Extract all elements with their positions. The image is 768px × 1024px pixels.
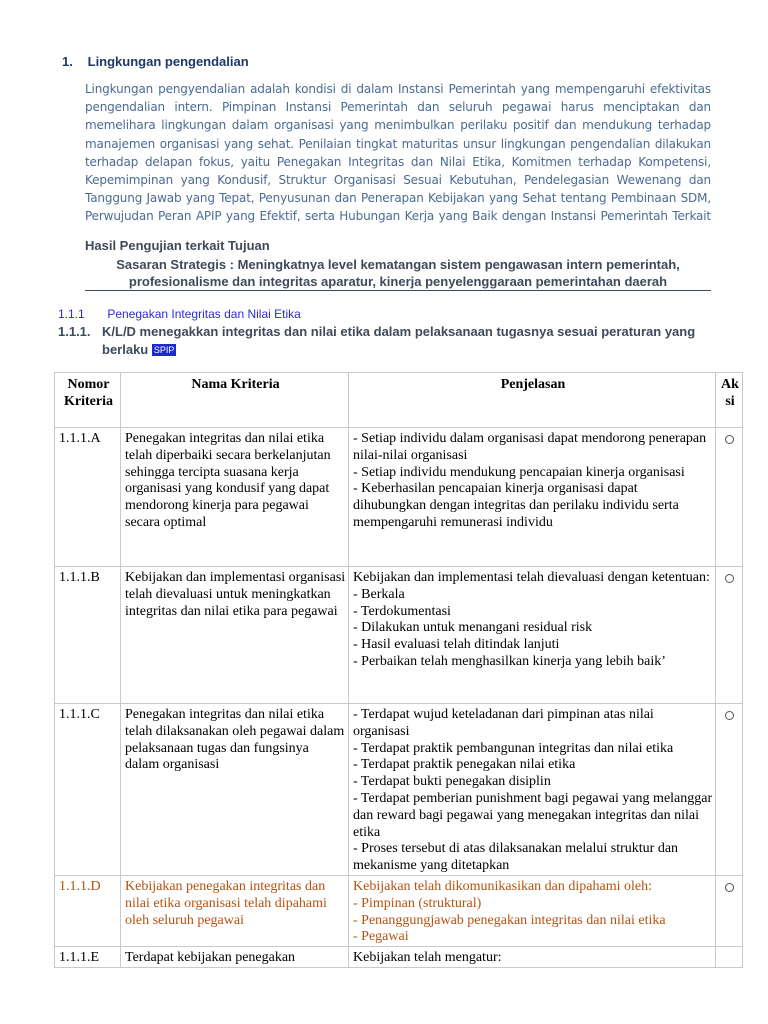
row-explanation bbox=[349, 875, 716, 946]
row-explanation bbox=[349, 428, 716, 567]
sasaran-strategis bbox=[85, 256, 711, 290]
explanation-line: Kebijakan dan implementasi telah dievaluasi dengan ketentuan: bbox=[353, 570, 710, 585]
row-criteria-name: Penegakan integritas dan nilai etika telah dilaksanakan oleh pegawai dalam pelaksanaan tugas dan fungsinya dalam organisasi bbox=[121, 704, 349, 876]
row-number: 1.1.1.B bbox=[55, 567, 121, 704]
row-criteria-name: Penegakan integritas dan nilai etika telah diperbaiki secara berkelanjutan sehingga tercipta suasana kerja organisasi yang kondusif yang dapat mendorong kinerja para pegawai secara optimal bbox=[121, 428, 349, 567]
explanation-line: Kebijakan telah mengatur: bbox=[353, 950, 502, 966]
explanation-line: - Perbaikan telah menghasilkan kinerja yang lebih baik’ bbox=[353, 653, 666, 669]
explanation-line: - Proses tersebut di atas dilaksanakan melalui struktur dan mekanisme yang ditetapkan bbox=[353, 841, 679, 874]
explanation-line: - Terdapat pemberian punishment bagi pegawai yang melanggar dan reward bagi pegawai yang menegakan integritas dan nilai etika bbox=[353, 790, 713, 840]
subsection-link-number[interactable]: 1.1.1 bbox=[58, 307, 85, 321]
section-number: 1. bbox=[62, 54, 73, 69]
explanation-line: - Terdokumentasi bbox=[353, 603, 451, 619]
explanation-line: - Penanggungjawab penegakan integritas dan nilai etika bbox=[353, 912, 666, 928]
action-radio[interactable] bbox=[725, 574, 734, 583]
explanation-line: - Keberhasilan pencapaian kinerja organisasi dapat dihubungkan dengan integritas dan perilaku individu serta mempengaruhi remunerasi individu bbox=[353, 481, 679, 530]
row-action-cell bbox=[716, 567, 743, 704]
hasil-heading: Hasil Pengujian terkait Tujuan bbox=[85, 238, 270, 253]
explanation-line: - Pimpinan (struktural) bbox=[353, 895, 482, 911]
row-explanation bbox=[349, 947, 716, 968]
subsection-heading bbox=[58, 323, 708, 359]
row-action-cell bbox=[716, 704, 743, 876]
header-nomor-kriteria: Nomor Kriteria bbox=[55, 373, 121, 428]
row-number: 1.1.1.E bbox=[55, 947, 121, 968]
explanation-line: - Dilakukan untuk menangani residual risk bbox=[353, 620, 593, 636]
explanation-line: - Terdapat wujud keteladanan dari pimpinan atas nilai organisasi bbox=[353, 707, 654, 739]
row-number: 1.1.1.A bbox=[55, 428, 121, 567]
section-intro-paragraph: Lingkungan pengyendalian adalah kondisi di dalam Instansi Pemerintah yang mempengaruhi efektivitas pengendalian intern. Pimpinan Instansi Pemerintah dan seluruh pegawai harus menciptakan dan memelihara lingkungan dalam organisasi yang menimbulkan perilaku positif dan mendukung terhadap manajemen organisasi yang sehat. Penilaian tingkat maturitas unsur lingkungan pengendalian dilakukan terhadap delapan fokus, yaitu Penegakan Integritas dan Nilai Etika, Komitmen terhadap Kompetensi, Kepemimpinan yang Kondusif, Struktur Organisasi Sesuai Kebutuhan, Pendelegasian Wewenang dan Tanggung Jawab yang Tepat, Penyusunan dan Penerapan Kebijakan yang Sehat tentang Pembinaan SDM, Perwujudan Peran APIP yang Efektif, serta Hubungan Kerja yang Baik dengan Instansi Pemerintah Terkait bbox=[85, 82, 711, 224]
explanation-line: - Berkala bbox=[353, 586, 405, 602]
divider bbox=[85, 290, 711, 291]
row-action-cell bbox=[716, 875, 743, 946]
header-aksi: Ak si bbox=[716, 373, 743, 428]
table-header-row bbox=[55, 373, 743, 428]
row-criteria-name: Terdapat kebijakan penegakan bbox=[121, 947, 349, 968]
header-nama-kriteria: Nama Kriteria bbox=[121, 373, 349, 428]
table-row bbox=[55, 428, 743, 567]
explanation-line: - Hasil evaluasi telah ditindak lanjuti bbox=[353, 637, 560, 653]
explanation-line: - Setiap individu dalam organisasi dapat mendorong penerapan nilai-nilai organisasi bbox=[353, 431, 707, 463]
row-explanation bbox=[349, 567, 716, 704]
row-number: 1.1.1.C bbox=[55, 704, 121, 876]
explanation-line: - Terdapat bukti penegakan disiplin bbox=[353, 774, 551, 790]
action-radio[interactable] bbox=[725, 435, 734, 444]
explanation-line: - Terdapat praktik pembangunan integritas dan nilai etika bbox=[353, 740, 674, 756]
table-row bbox=[55, 704, 743, 876]
sasaran-line-2: profesionalisme dan integritas aparatur, kinerja penyelenggaraan pemerintahan daerah bbox=[128, 274, 668, 289]
explanation-line: - Terdapat praktik penegakan nilai etika bbox=[353, 757, 576, 773]
subsection-link[interactable] bbox=[58, 307, 301, 321]
row-criteria-name: Kebijakan dan implementasi organisasi telah dievaluasi untuk meningkatkan integritas dan nilai etika para pegawai bbox=[121, 567, 349, 704]
table-row-highlighted bbox=[55, 875, 743, 946]
explanation-line: - Pegawai bbox=[353, 929, 409, 945]
table-row bbox=[55, 567, 743, 704]
action-radio[interactable] bbox=[725, 711, 734, 720]
row-action-cell bbox=[716, 428, 743, 567]
action-radio[interactable] bbox=[725, 883, 734, 892]
criteria-table bbox=[54, 372, 743, 968]
row-explanation bbox=[349, 704, 716, 876]
explanation-line: Kebijakan telah dikomunikasikan dan dipahami oleh: bbox=[353, 878, 652, 894]
explanation-line: - Setiap individu mendukung pencapaian kinerja organisasi bbox=[353, 464, 685, 480]
section-heading bbox=[62, 54, 249, 69]
section-title: Lingkungan pengendalian bbox=[87, 54, 249, 69]
row-number: 1.1.1.D bbox=[55, 875, 121, 946]
spip-badge[interactable]: SPIP bbox=[153, 345, 175, 355]
table-row bbox=[55, 947, 743, 968]
row-action-cell bbox=[716, 947, 743, 968]
subsection-link-title[interactable]: Penegakan Integritas dan Nilai Etika bbox=[107, 307, 301, 321]
subsection-title: K/L/D menegakkan integritas dan nilai etika dalam pelaksanaan tugasnya sesuai peraturan yang berlaku bbox=[102, 324, 696, 357]
sasaran-line-1: Sasaran Strategis : Meningkatnya level kematangan sistem pengawasan intern pemerintah, bbox=[116, 257, 680, 272]
subsection-number: 1.1.1. bbox=[58, 324, 91, 339]
row-criteria-name: Kebijakan penegakan integritas dan nilai etika organisasi telah dipahami oleh seluruh pegawai bbox=[121, 875, 349, 946]
header-penjelasan: Penjelasan bbox=[349, 373, 716, 428]
